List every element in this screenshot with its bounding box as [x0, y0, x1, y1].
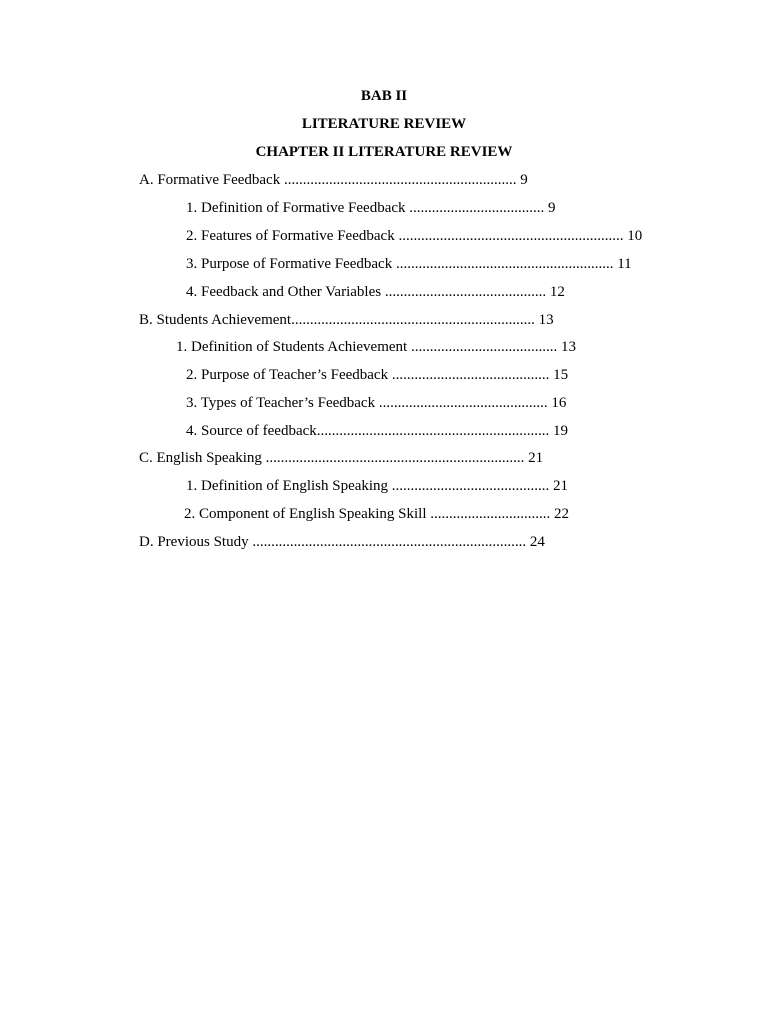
toc-entry-definition-students-achievement: 1. Definition of Students Achievement ....................................... 13 — [176, 339, 576, 355]
toc-entry-previous-study: D. Previous Study ......................................................................... 24 — [139, 534, 545, 550]
toc-entry-component-english-speaking: 2. Component of English Speaking Skill ................................ 22 — [184, 506, 569, 522]
toc-entry-definition-formative-feedback: 1. Definition of Formative Feedback .................................... 9 — [186, 200, 556, 216]
toc-entry-types-teachers-feedback: 3. Types of Teacher’s Feedback ............................................. 16 — [186, 395, 567, 411]
toc-entry-features-formative-feedback: 2. Features of Formative Feedback ............................................................ 10 — [186, 228, 643, 244]
toc-entry-feedback-other-variables: 4. Feedback and Other Variables ........................................... 12 — [186, 284, 565, 300]
toc-entry-formative-feedback: A. Formative Feedback .............................................................. 9 — [139, 172, 528, 188]
toc-entry-english-speaking: C. English Speaking ..................................................................... 21 — [139, 450, 544, 466]
bab-heading: BAB II — [360, 88, 408, 104]
toc-entry-students-achievement: B. Students Achievement................................................................. 13 — [139, 312, 554, 328]
toc-entry-purpose-teachers-feedback: 2. Purpose of Teacher’s Feedback .......................................... 15 — [186, 367, 569, 383]
toc-entry-source-of-feedback: 4. Source of feedback.............................................................. 19 — [186, 423, 569, 439]
toc-entry-purpose-formative-feedback: 3. Purpose of Formative Feedback .......................................................... 11 — [186, 256, 632, 272]
literature-review-heading: LITERATURE REVIEW — [301, 116, 467, 132]
toc-entry-definition-english-speaking: 1. Definition of English Speaking .......................................... 21 — [186, 478, 569, 494]
chapter-heading: CHAPTER II LITERATURE REVIEW — [255, 144, 513, 160]
